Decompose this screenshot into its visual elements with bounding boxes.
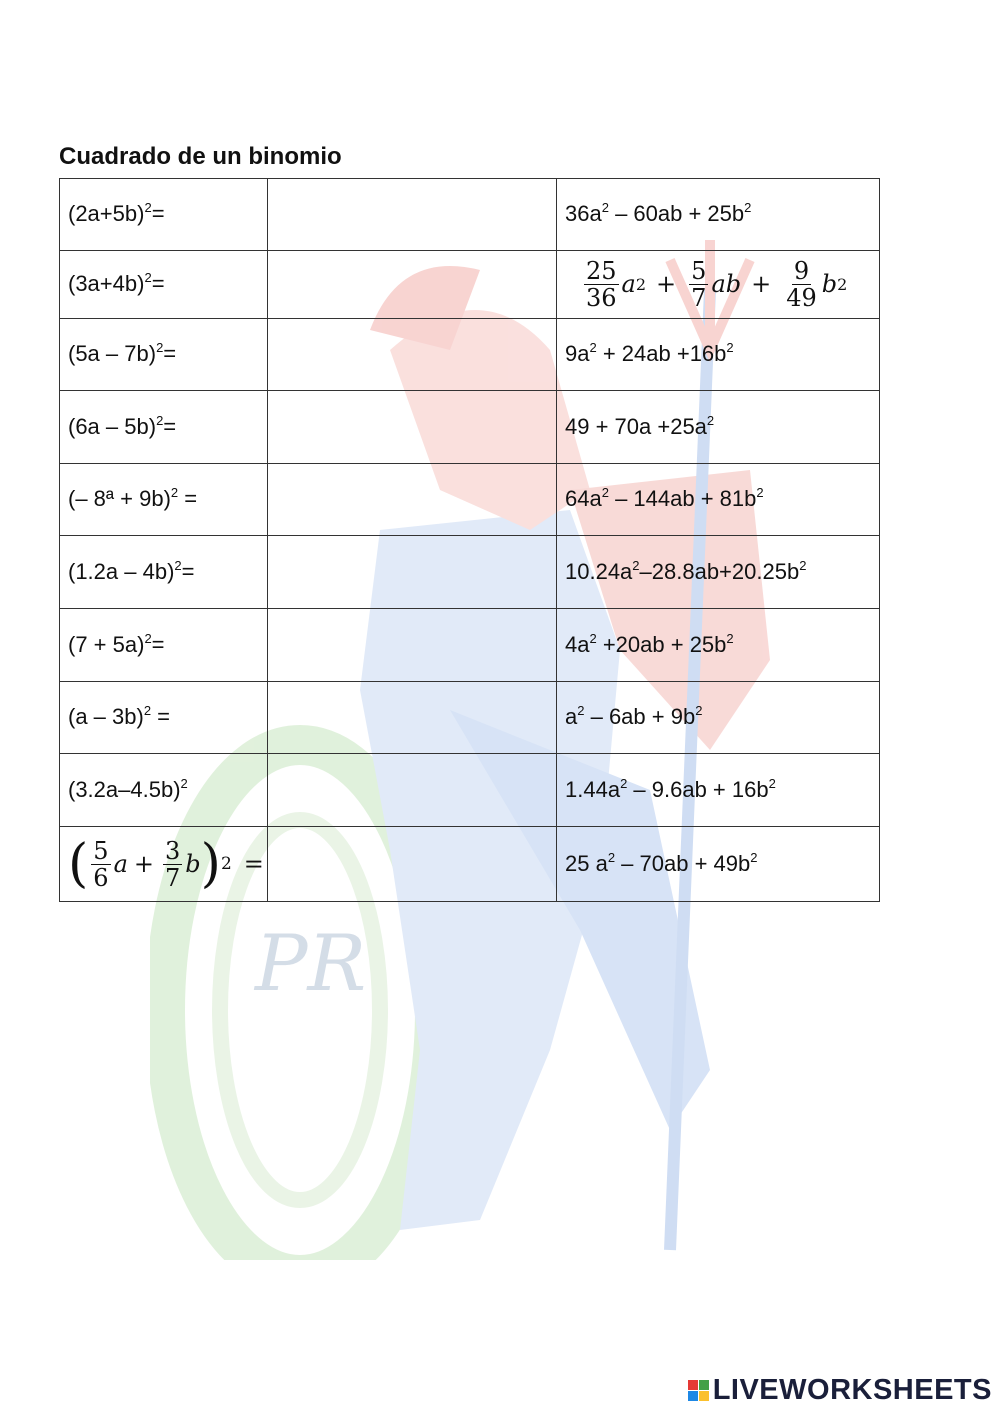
numerator: 5 bbox=[93, 836, 109, 865]
watermark-text: PR bbox=[255, 919, 367, 1009]
exponent: 2 bbox=[695, 703, 703, 719]
exponent: 2 bbox=[726, 340, 734, 356]
exponent: 2 bbox=[601, 200, 609, 216]
exponent: 2 bbox=[607, 849, 616, 865]
result-cell bbox=[557, 536, 880, 609]
result-text: +20ab + 25b bbox=[596, 631, 727, 657]
exponent: 2 bbox=[144, 200, 152, 216]
denominator: 6 bbox=[93, 863, 109, 892]
result-text: – 6ab + 9b bbox=[584, 704, 696, 730]
result-text: – 70ab + 49b bbox=[615, 850, 751, 876]
logo-mark-icon bbox=[688, 1380, 709, 1401]
table-row bbox=[60, 464, 880, 536]
close-paren: ) bbox=[200, 834, 221, 894]
answer-input[interactable] bbox=[276, 707, 556, 730]
answer-cell bbox=[268, 391, 557, 464]
fraction bbox=[91, 836, 110, 892]
binomial-cell bbox=[60, 319, 268, 391]
answer-input[interactable] bbox=[276, 562, 556, 585]
binomial-cell bbox=[60, 827, 268, 902]
answer-input[interactable] bbox=[276, 489, 556, 512]
variable: b bbox=[185, 849, 201, 878]
answer-input[interactable] bbox=[276, 635, 556, 658]
denominator: 7 bbox=[165, 863, 181, 892]
binomial-text: (7 + 5a) bbox=[68, 631, 145, 657]
numerator: 25 bbox=[586, 257, 617, 285]
answer-cell bbox=[268, 827, 557, 902]
denominator: 49 bbox=[786, 284, 817, 312]
binomial-cell bbox=[60, 464, 268, 536]
answer-cell bbox=[268, 609, 557, 682]
result-cell bbox=[557, 827, 880, 902]
binomial-formula: ( $\frac{5}{6}$ a + $\frac{3}{7}$ b ) 2 = bbox=[68, 834, 264, 894]
result-text: a bbox=[565, 704, 578, 730]
result-text: –28.8ab+20.25b bbox=[639, 558, 800, 584]
worksheet-title: Cuadrado de un binomio bbox=[59, 143, 342, 170]
denominator: 36 bbox=[586, 284, 617, 312]
operator: + bbox=[133, 849, 154, 878]
result-cell bbox=[557, 682, 880, 754]
exponent: 2 bbox=[170, 485, 179, 501]
table-row bbox=[60, 251, 880, 319]
equals-sign: = bbox=[151, 201, 165, 227]
result-text: 4a bbox=[565, 631, 590, 657]
exponent: 2 bbox=[726, 630, 734, 646]
answer-cell bbox=[268, 536, 557, 609]
binomial-cell bbox=[60, 682, 268, 754]
exponent: 2 bbox=[768, 775, 776, 791]
result-cell bbox=[557, 251, 880, 319]
equals-sign: = bbox=[163, 341, 177, 367]
result-formula: $\frac{25}{36}$ a 2 + $\frac{5}{7}$ ab + $\frac{9}{49}$ b 2 bbox=[586, 257, 848, 312]
exponent: 2 bbox=[143, 703, 152, 719]
result-cell bbox=[557, 754, 880, 827]
denominator: 7 bbox=[691, 284, 707, 312]
answer-input[interactable] bbox=[276, 780, 556, 803]
result-cell bbox=[557, 179, 880, 251]
exponent: 2 bbox=[577, 703, 585, 719]
result-text: 25 a bbox=[565, 850, 608, 876]
numerator: 9 bbox=[793, 257, 810, 285]
table-row bbox=[60, 754, 880, 827]
equals-sign: = bbox=[181, 558, 195, 584]
result-text: 10.24a bbox=[565, 558, 633, 584]
answer-input[interactable] bbox=[276, 344, 556, 367]
equals-sign: = bbox=[163, 413, 177, 439]
exponent: 2 bbox=[144, 630, 152, 646]
exponent: 2 bbox=[156, 340, 164, 356]
logo-text: LIVEWORKSHEETS bbox=[712, 1374, 992, 1406]
binomial-text: (2a+5b) bbox=[68, 201, 145, 227]
fraction bbox=[584, 259, 619, 310]
liveworksheets-logo bbox=[688, 1374, 992, 1407]
equals-sign: = bbox=[178, 486, 198, 512]
variable: ab bbox=[711, 270, 742, 299]
binomial-cell bbox=[60, 754, 268, 827]
result-text: – 9.6ab + 16b bbox=[627, 776, 769, 802]
exponent: 2 bbox=[589, 630, 597, 646]
equals-sign: = bbox=[151, 631, 165, 657]
equals-sign: = bbox=[151, 704, 171, 730]
table-row bbox=[60, 536, 880, 609]
table-row bbox=[60, 391, 880, 464]
binomial-text: (1.2a – 4b) bbox=[68, 558, 175, 584]
exponent: 2 bbox=[601, 485, 609, 501]
exponent: 2 bbox=[706, 412, 715, 428]
exponent: 2 bbox=[180, 775, 188, 791]
answer-cell bbox=[268, 754, 557, 827]
answer-input[interactable] bbox=[276, 274, 556, 297]
result-cell bbox=[557, 391, 880, 464]
exponent: 2 bbox=[174, 557, 182, 573]
table-row bbox=[60, 609, 880, 682]
answer-input[interactable] bbox=[276, 417, 556, 440]
exponent: 2 bbox=[144, 270, 152, 286]
numerator: 3 bbox=[165, 836, 181, 865]
binomial-text: (6a – 5b) bbox=[68, 413, 157, 439]
table-row bbox=[60, 319, 880, 391]
table-row bbox=[60, 682, 880, 754]
result-text: 49 + 70a +25a bbox=[565, 413, 707, 439]
answer-cell bbox=[268, 251, 557, 319]
result-text: 9a bbox=[565, 341, 590, 367]
binomial-cell bbox=[60, 179, 268, 251]
answer-input[interactable] bbox=[276, 204, 556, 227]
fraction bbox=[163, 836, 182, 892]
binomial-cell bbox=[60, 536, 268, 609]
answer-cell bbox=[268, 179, 557, 251]
fraction bbox=[689, 259, 708, 310]
exponent: 2 bbox=[589, 340, 597, 356]
table-row bbox=[60, 827, 880, 902]
exponent: 2 bbox=[799, 557, 807, 573]
equals-sign: = bbox=[151, 271, 165, 297]
exponent: 2 bbox=[620, 775, 628, 791]
result-cell bbox=[557, 609, 880, 682]
variable: a bbox=[113, 849, 128, 878]
result-text: + 24ab +16b bbox=[596, 341, 727, 367]
table-row bbox=[60, 179, 880, 251]
exponent: 2 bbox=[756, 485, 764, 501]
answer-cell bbox=[268, 682, 557, 754]
answer-cell bbox=[268, 464, 557, 536]
answer-input[interactable] bbox=[276, 854, 556, 877]
binomial-cell bbox=[60, 251, 268, 319]
numerator: 5 bbox=[691, 257, 707, 285]
binomial-text: (– 8ª + 9b) bbox=[68, 486, 171, 512]
binomial-text: (3a+4b) bbox=[68, 271, 145, 297]
exercise-table bbox=[59, 178, 880, 902]
exponent: 2 bbox=[750, 849, 758, 865]
operator: + bbox=[751, 270, 772, 299]
binomial-text: (5a – 7b) bbox=[68, 341, 157, 367]
equals-sign: = bbox=[243, 849, 264, 878]
result-cell bbox=[557, 319, 880, 391]
result-text: – 60ab + 25b bbox=[608, 201, 745, 227]
result-text: 64a bbox=[565, 486, 602, 512]
operator: + bbox=[656, 270, 677, 299]
binomial-cell bbox=[60, 391, 268, 464]
variable: a bbox=[621, 270, 636, 299]
binomial-cell bbox=[60, 609, 268, 682]
answer-cell bbox=[268, 319, 557, 391]
open-paren: ( bbox=[68, 834, 89, 894]
binomial-text: (a – 3b) bbox=[68, 704, 144, 730]
variable: b bbox=[821, 270, 838, 299]
result-text: 36a bbox=[565, 201, 602, 227]
fraction bbox=[784, 259, 819, 310]
binomial-text: (3.2a–4.5b) bbox=[68, 776, 181, 802]
exponent: 2 bbox=[744, 200, 752, 216]
result-text: – 144ab + 81b bbox=[608, 486, 757, 512]
result-cell bbox=[557, 464, 880, 536]
exponent: 2 bbox=[156, 412, 164, 428]
exponent: 2 bbox=[632, 557, 640, 573]
result-text: 1.44a bbox=[565, 776, 621, 802]
